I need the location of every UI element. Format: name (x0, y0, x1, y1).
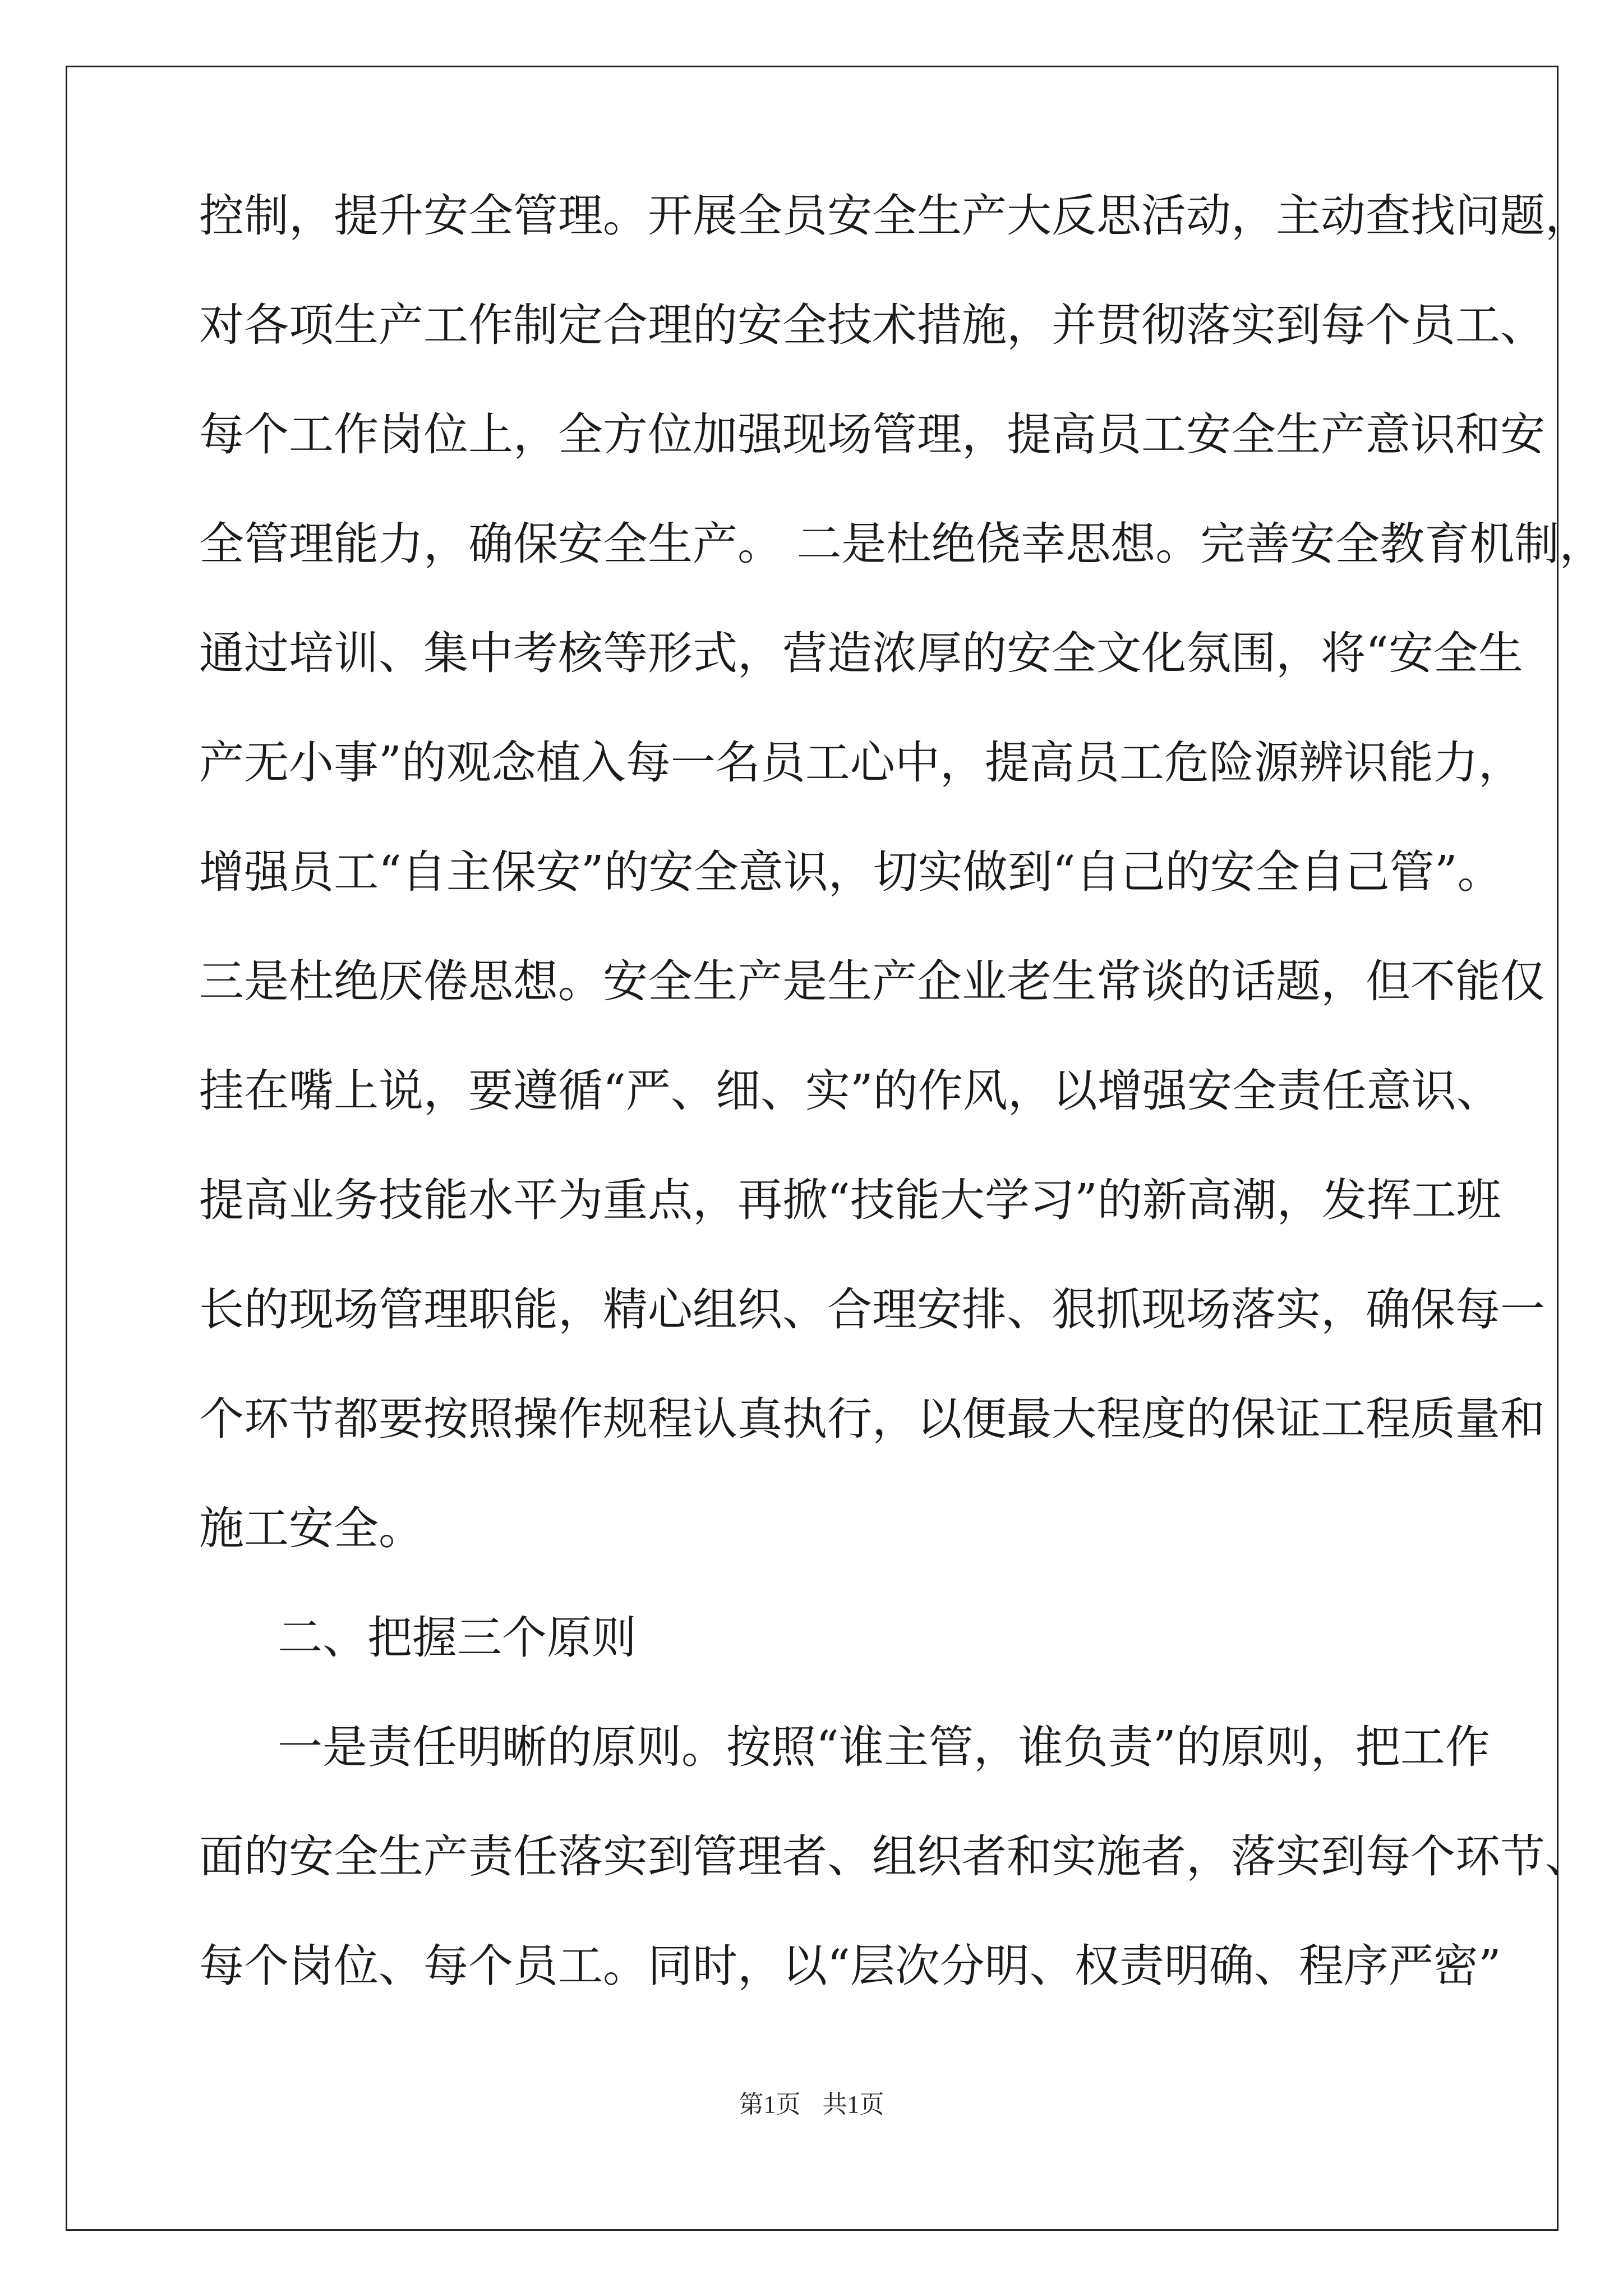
text-line: 长的现场管理职能，精心组织、合理安排、狠抓现场落实，确保每一 (199, 1283, 1545, 1336)
text-line: 一是责任明晰的原则。按照“谁主管，谁负责”的原则，把工作 (278, 1721, 1490, 1773)
text-line: 每个工作岗位上，全方位加强现场管理，提高员工安全生产意识和安 (199, 408, 1545, 461)
section-heading: 二、把握三个原则 (278, 1612, 637, 1664)
page-border (66, 66, 1559, 2231)
text-line: 通过培训、集中考核等形式，营造浓厚的安全文化氛围，将“安全生 (199, 627, 1523, 679)
text-line: 每个岗位、每个员工。同时，以“层次分明、权责明确、程序严密” (199, 1940, 1501, 1992)
page-total: 共1页 (822, 2091, 884, 2118)
text-line: 提高业务技能水平为重点，再掀“技能大学习”的新高潮，发挥工班 (199, 1174, 1501, 1226)
page-number: 第1页 (739, 2091, 801, 2118)
text-line: 三是杜绝厌倦思想。安全生产是生产企业老生常谈的话题，但不能仅 (199, 955, 1545, 1007)
text-line: 产无小事”的观念植入每一名员工心中，提高员工危险源辨识能力， (199, 737, 1523, 789)
text-line: 控制，提升安全管理。开展全员安全生产大反思活动，主动查找问题， (199, 190, 1590, 242)
text-line: 挂在嘴上说，要遵循“严、细、实”的作风，以增强安全责任意识、 (199, 1065, 1501, 1117)
text-line: 施工安全。 (199, 1502, 423, 1554)
text-line: 全管理能力，确保安全生产。 二是杜绝侥幸思想。完善安全教育机制， (199, 518, 1604, 570)
text-line: 对各项生产工作制定合理的安全技术措施，并贯彻落实到每个员工、 (199, 299, 1545, 351)
text-line: 个环节都要按照操作规程认真执行，以便最大程度的保证工程质量和 (199, 1393, 1545, 1445)
page-footer (0, 2084, 1623, 2120)
text-line: 面的安全生产责任落实到管理者、组织者和实施者，落实到每个环节、 (199, 1830, 1590, 1883)
text-line: 增强员工“自主保安”的安全意识，切实做到“自己的安全自己管”。 (199, 846, 1502, 898)
